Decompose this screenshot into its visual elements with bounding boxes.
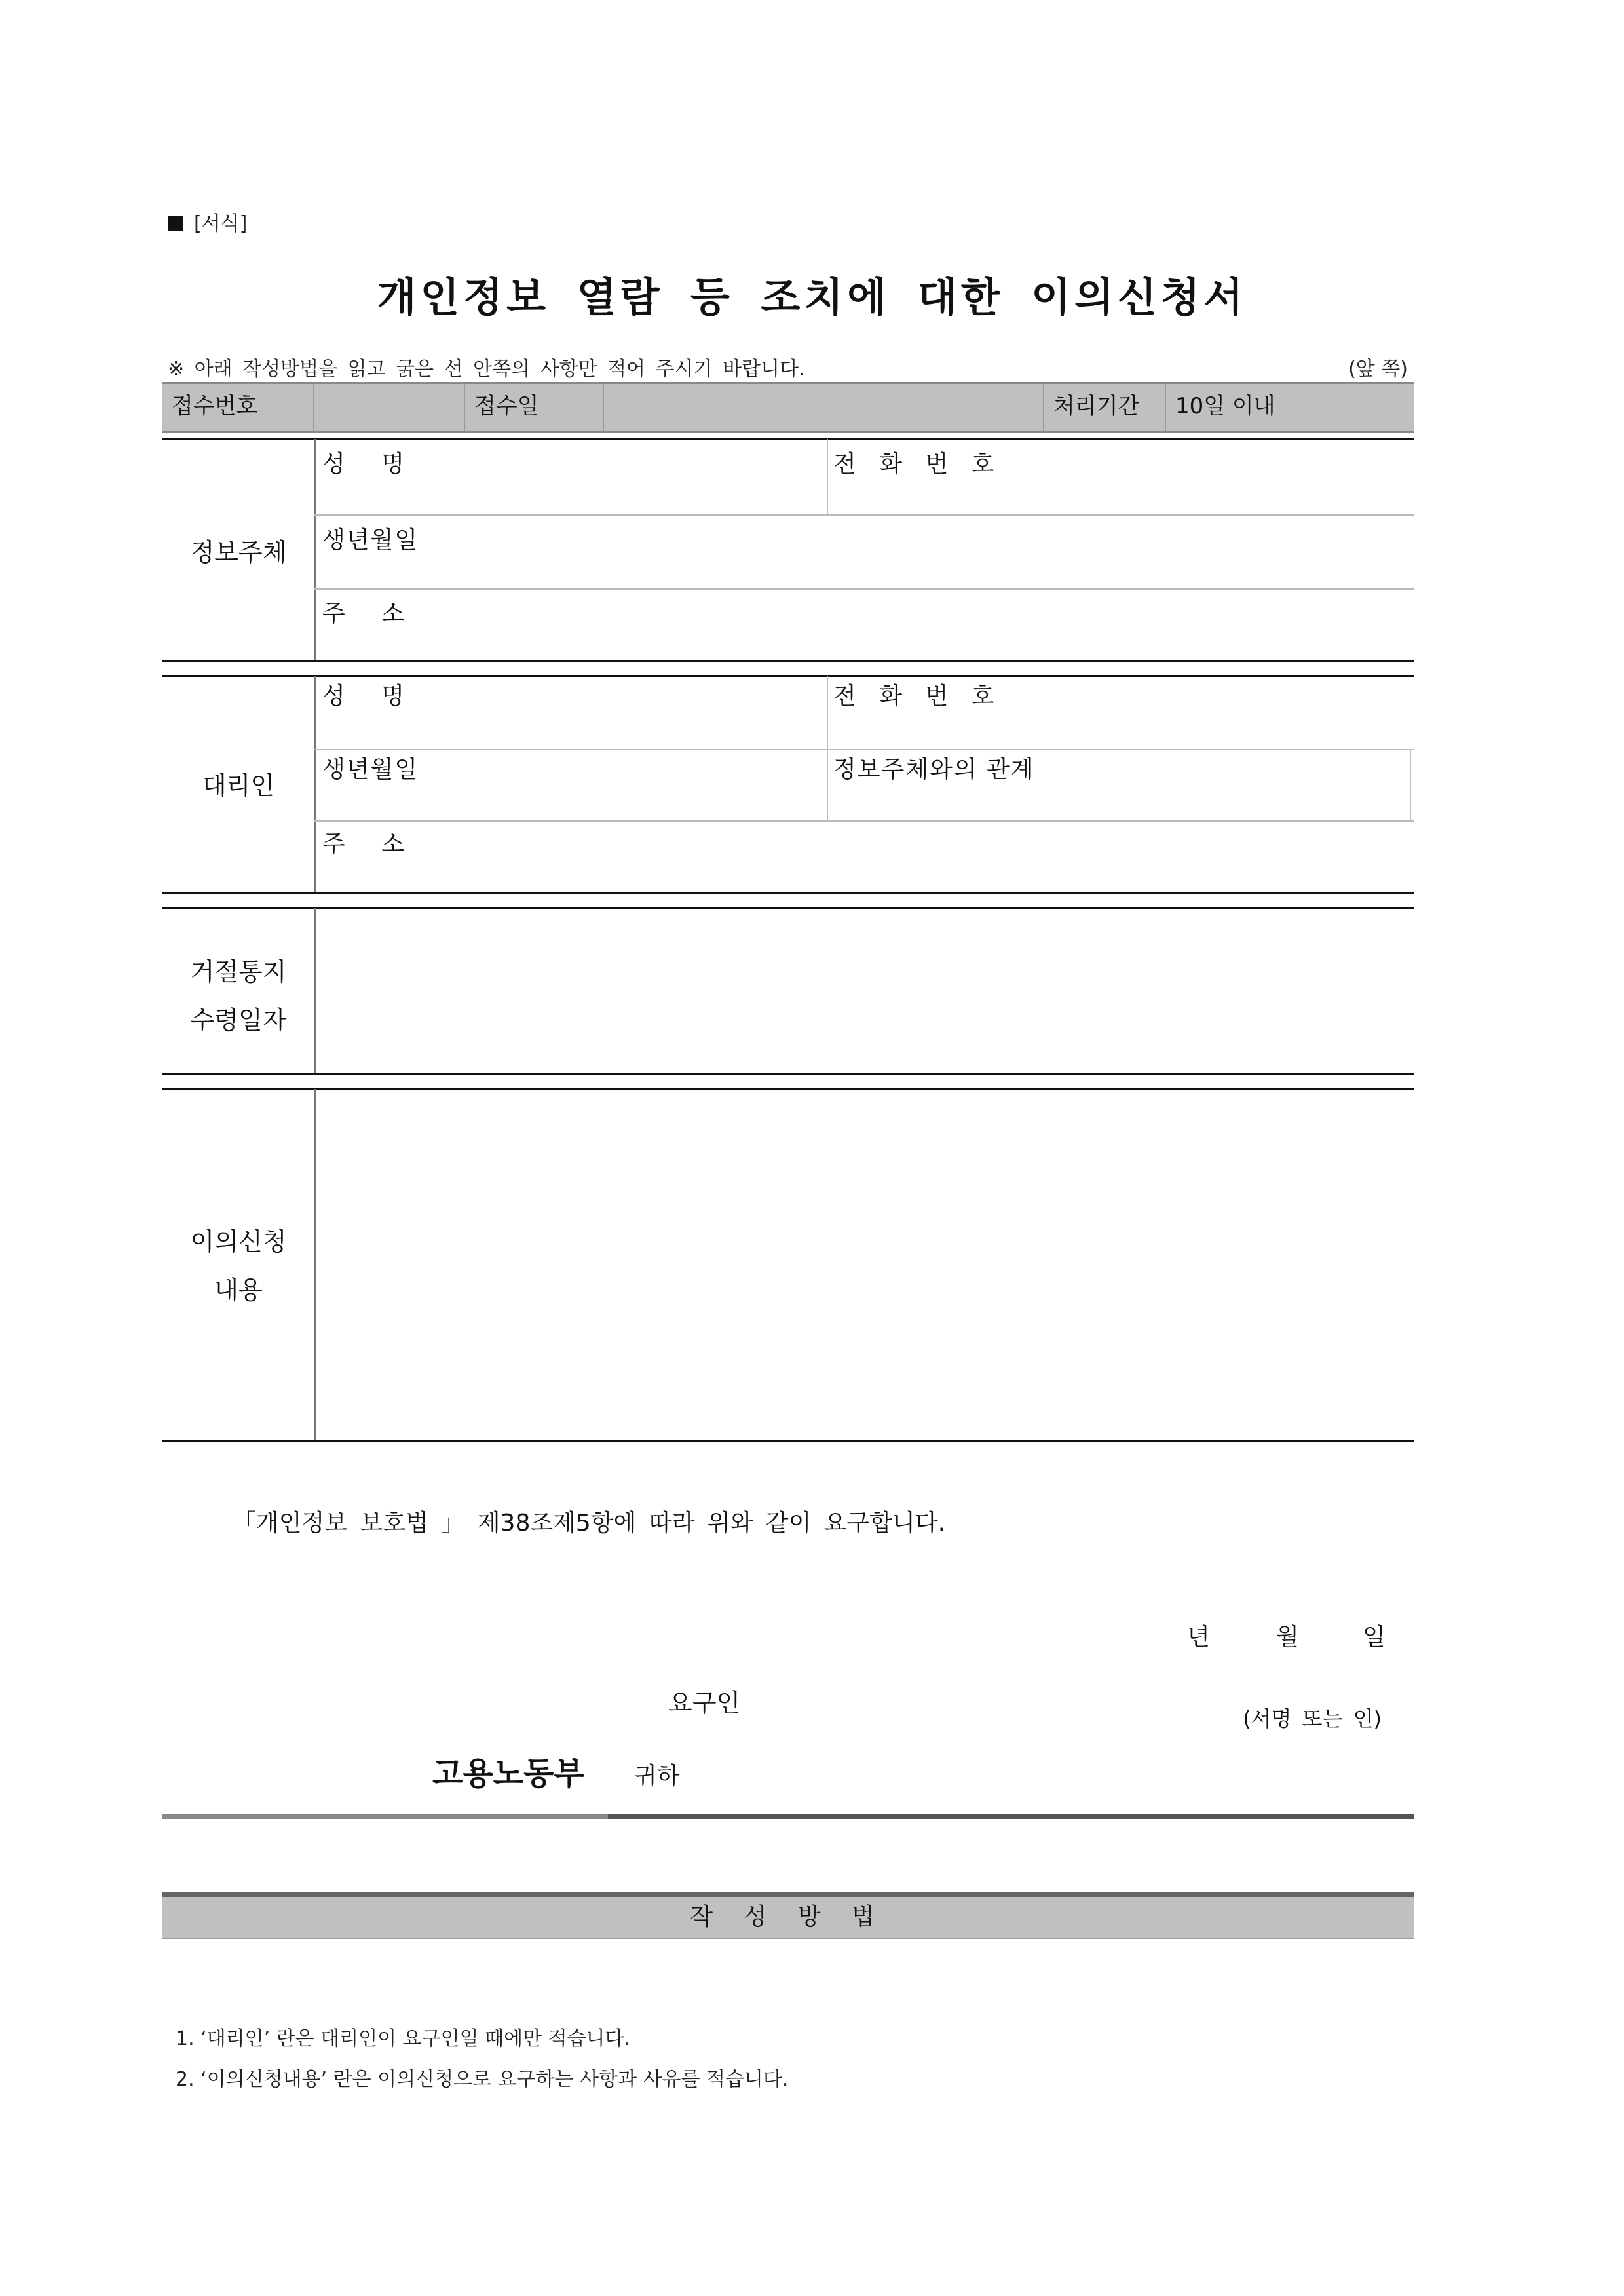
- subject-address-label: 주 소: [322, 600, 419, 627]
- subject-name-field[interactable]: [459, 446, 819, 508]
- subject-phone-label: 전 화 번 호: [833, 451, 1002, 478]
- day-label: 일: [1363, 1624, 1386, 1651]
- objection-content-label-line1: 이의신청: [190, 1227, 287, 1256]
- subject-birth-field[interactable]: [459, 522, 1408, 584]
- subject-address-field[interactable]: [459, 595, 1408, 658]
- objection-content-label-line2: 내용: [214, 1276, 263, 1305]
- form-tag: [168, 207, 247, 236]
- divider-right: [608, 1814, 1414, 1819]
- agent-name-label: 성 명: [322, 683, 419, 710]
- objection-content-field[interactable]: [321, 1093, 1408, 1436]
- agent-relation-field[interactable]: [1074, 751, 1402, 816]
- black-square-icon: [168, 216, 183, 231]
- agent-phone-field[interactable]: [1022, 678, 1408, 743]
- rejection-date-field[interactable]: [321, 912, 1408, 1069]
- objection-content-label: [164, 1217, 313, 1314]
- year-label: 년: [1187, 1624, 1210, 1651]
- subject-phone-field[interactable]: [1022, 446, 1408, 508]
- notice-text: ※ 아래 작성방법을 읽고 굵은 선 안쪽의 사항만 적어 주시기 바랍니다.: [168, 358, 805, 381]
- agency-name: 고용노동부: [432, 1755, 584, 1792]
- page-title: 개인정보 열람 등 조치에 대한 이의신청서: [377, 273, 1247, 321]
- instruction-item: 2. ‘이의신청내용’ 란은 이의신청으로 요구하는 사항과 사유를 적습니다.: [176, 2068, 789, 2091]
- rejection-date-label: [164, 947, 313, 1044]
- agent-birth-label: 생년월일: [322, 756, 419, 783]
- agent-address-label: 주 소: [322, 831, 419, 858]
- agent-section-label: 대리인: [202, 771, 275, 800]
- reception-bar: [162, 382, 1414, 433]
- agent-phone-label: 전 화 번 호: [833, 683, 1002, 710]
- requester-label: 요구인: [668, 1689, 741, 1717]
- receipt-number-field[interactable]: [314, 384, 464, 431]
- agent-name-field[interactable]: [459, 678, 819, 743]
- rejection-date-label-line1: 거절통지: [190, 957, 287, 986]
- signature-label: (서명 또는 인): [1243, 1706, 1382, 1731]
- receipt-number-label: 접수번호: [172, 393, 258, 419]
- honorific: 귀하: [634, 1763, 680, 1789]
- agent-birth-field[interactable]: [459, 751, 819, 816]
- divider-left: [162, 1814, 608, 1819]
- instructions-title: 작 성 방 법: [162, 1892, 1414, 1939]
- processing-period-value: 10일 이내: [1175, 393, 1275, 419]
- rejection-date-label-line2: 수령일자: [190, 1006, 287, 1035]
- month-label: 월: [1276, 1624, 1299, 1651]
- page-side: (앞 쪽): [1348, 358, 1408, 381]
- processing-period-label: 처리기간: [1053, 393, 1140, 419]
- agent-address-field[interactable]: [459, 826, 1408, 889]
- receipt-date-label: 접수일: [474, 393, 539, 419]
- subject-section-label: 정보주체: [190, 538, 287, 567]
- instruction-item: 1. ‘대리인’ 란은 대리인이 요구인일 때에만 적습니다.: [176, 2027, 631, 2050]
- form-tag-text: [서식]: [194, 212, 248, 235]
- subject-birth-label: 생년월일: [322, 527, 419, 554]
- subject-name-label: 성 명: [322, 451, 419, 478]
- declaration-text: 「개인정보 보호법 」 제38조제5항에 따라 위와 같이 요구합니다.: [233, 1510, 946, 1537]
- agent-relation-label: 정보주체와의 관계: [833, 756, 1035, 783]
- receipt-date-field[interactable]: [604, 384, 1043, 431]
